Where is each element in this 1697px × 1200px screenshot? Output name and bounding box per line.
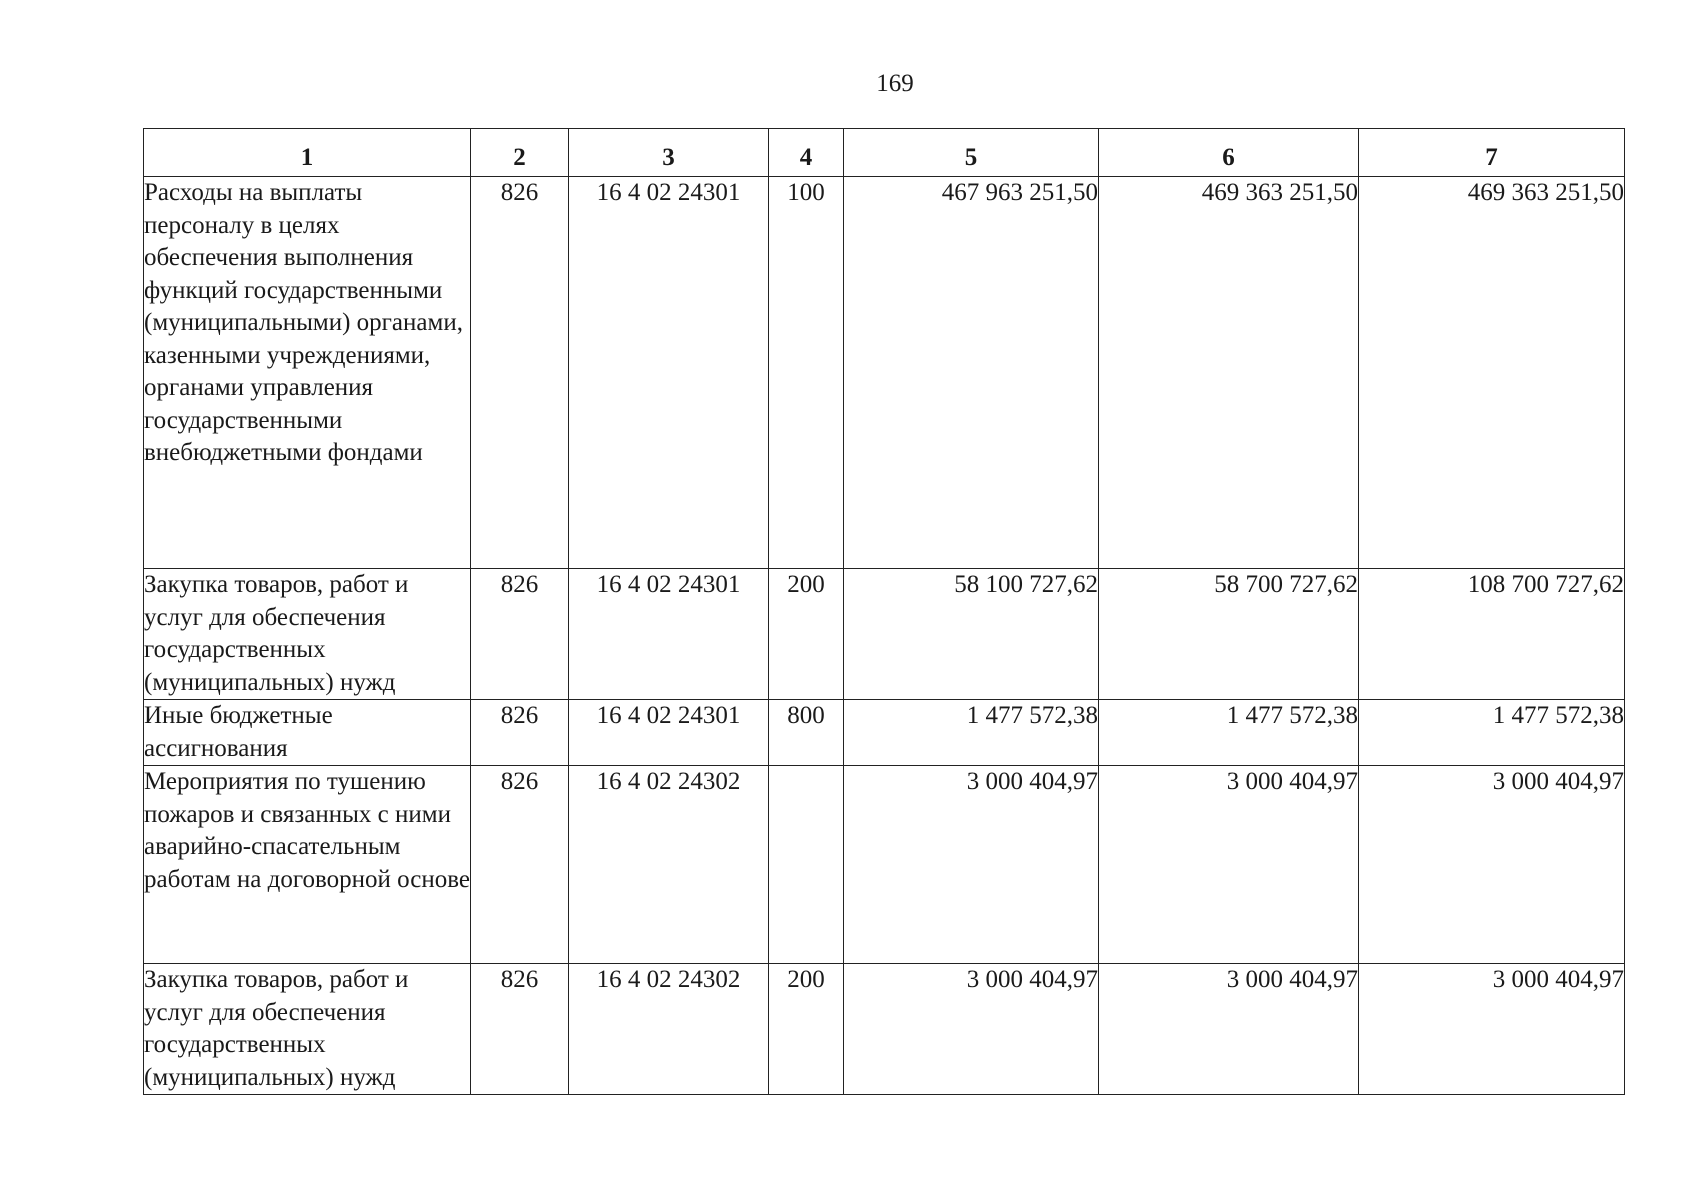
column-header-7: 7 [1359,129,1625,177]
row-expense-type: 200 [769,569,844,700]
column-header-4: 4 [769,129,844,177]
row-code: 826 [471,964,569,1095]
column-header-5: 5 [844,129,1099,177]
column-header-2: 2 [471,129,569,177]
row-target-article: 16 4 02 24301 [569,700,769,766]
row-code: 826 [471,766,569,964]
row-target-article: 16 4 02 24302 [569,964,769,1095]
row-code: 826 [471,569,569,700]
row-amount-3: 108 700 727,62 [1359,569,1625,700]
row-target-article: 16 4 02 24301 [569,569,769,700]
row-description: Иные бюджетные ассигнования [144,700,471,766]
column-header-1: 1 [144,129,471,177]
page-number: 169 [876,70,914,97]
row-description: Мероприятия по тушению пожаров и связанных с ними аварийно-спасательным работам на договорной основе [144,766,471,964]
row-amount-1: 1 477 572,38 [844,700,1099,766]
table-row [144,569,1625,700]
row-amount-1: 3 000 404,97 [844,766,1099,964]
row-amount-3: 469 363 251,50 [1359,177,1625,569]
row-code: 826 [471,177,569,569]
row-amount-2: 58 700 727,62 [1099,569,1359,700]
row-amount-1: 3 000 404,97 [844,964,1099,1095]
row-target-article: 16 4 02 24302 [569,766,769,964]
row-amount-2: 469 363 251,50 [1099,177,1359,569]
row-expense-type: 200 [769,964,844,1095]
row-expense-type [769,766,844,964]
column-header-3: 3 [569,129,769,177]
row-amount-2: 3 000 404,97 [1099,964,1359,1095]
row-description: Закупка товаров, работ и услуг для обеспечения государственных (муниципальных) нужд [144,964,471,1095]
table-header-row [144,129,1625,177]
column-header-6: 6 [1099,129,1359,177]
table-row [144,700,1625,766]
row-description: Закупка товаров, работ и услуг для обеспечения государственных (муниципальных) нужд [144,569,471,700]
row-amount-1: 58 100 727,62 [844,569,1099,700]
budget-table [143,128,1625,1095]
row-expense-type: 100 [769,177,844,569]
row-expense-type: 800 [769,700,844,766]
row-target-article: 16 4 02 24301 [569,177,769,569]
row-description: Расходы на выплаты персоналу в целях обеспечения выполнения функций государственными (муниципальными) органами, казенными учреждениями, органами управления государственными внебюджетными фондами [144,177,471,569]
row-amount-3: 3 000 404,97 [1359,766,1625,964]
row-code: 826 [471,700,569,766]
table-row [144,766,1625,964]
table-row [144,177,1625,569]
row-amount-1: 467 963 251,50 [844,177,1099,569]
row-amount-3: 1 477 572,38 [1359,700,1625,766]
table-row [144,964,1625,1095]
row-amount-2: 3 000 404,97 [1099,766,1359,964]
row-amount-2: 1 477 572,38 [1099,700,1359,766]
row-amount-3: 3 000 404,97 [1359,964,1625,1095]
